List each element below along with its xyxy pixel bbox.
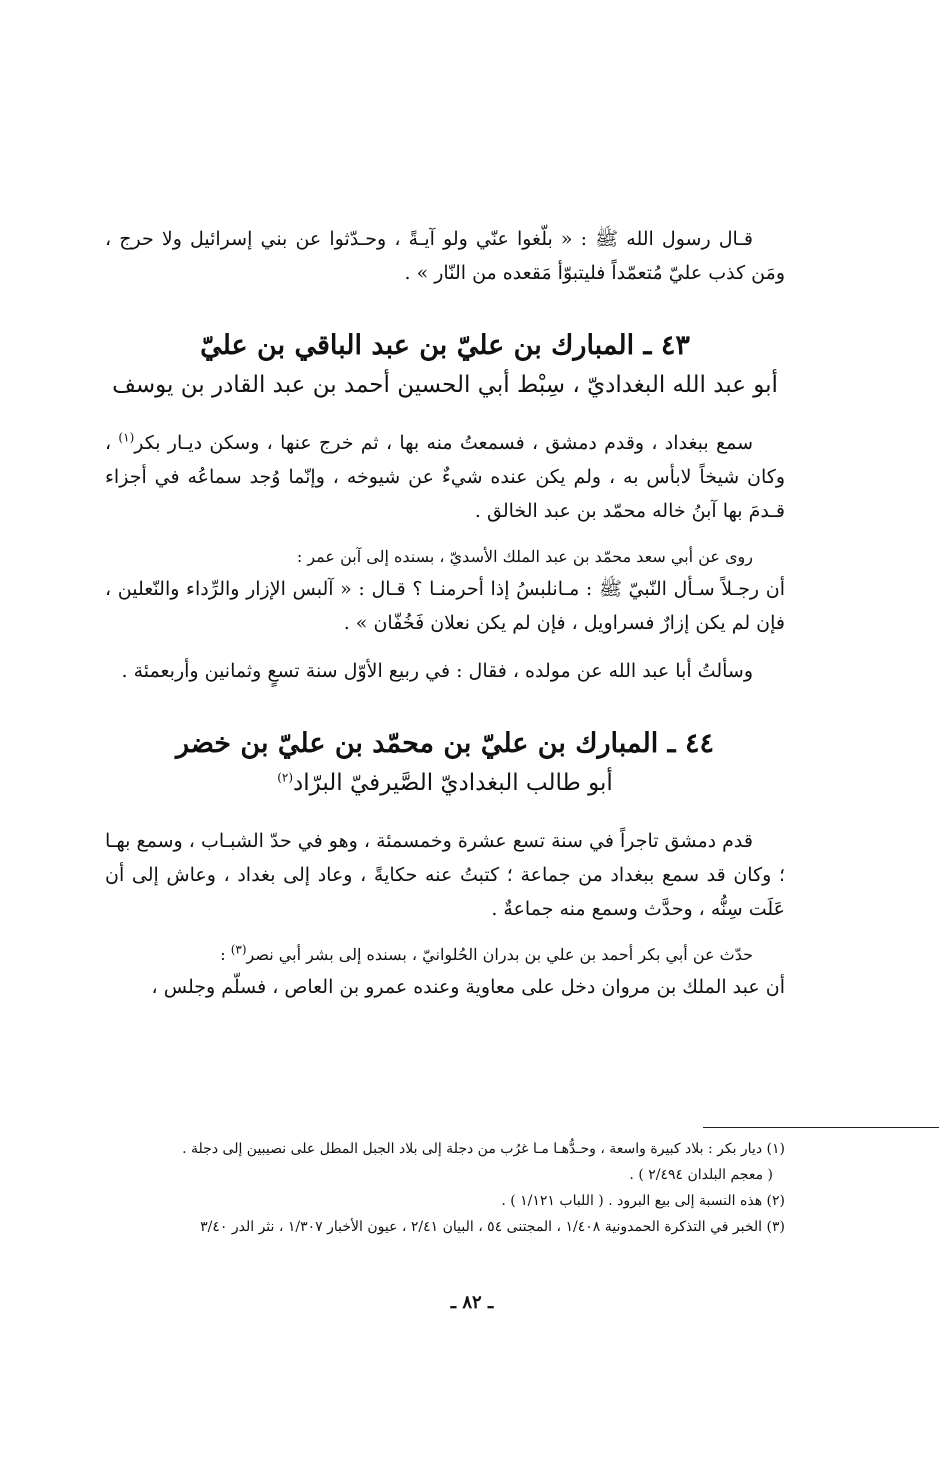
spacer <box>105 926 785 940</box>
section-44-bio: قدم دمشق تاجراً في سنة تسع عشرة وخمسمئة ، وهو في حدّ الشبـاب ، وسمع بهـا ؛ وكان قد سمع ببغداد من جماعة ؛ كتبتُ عنه حكايةً ، وعاد إلى بغداد ، وعاش إلى أن عَلَت سِنُّه ، وحدَّث وسمع منه جماعةٌ . <box>105 830 785 920</box>
section-43-heading: ٤٣ ـ المبارك بن عليّ بن عبد الباقي بن عليّ <box>200 330 690 361</box>
section-43-birth: وسألتُ أبا عبد الله عن مولده ، فقال : في ربيع الأوّل سنة تسعٍ وثمانين وأربعمئة . <box>121 660 753 682</box>
spacer <box>105 290 785 326</box>
section-44-isnad-text: حدّث عن أبي بكر أحمد بن علي بن بدران الحُلوانيّ ، بسنده إلى بشر أبي نصر <box>246 945 753 964</box>
footnote-mark-3: (٣) <box>230 942 247 957</box>
section-43-bio-part-2: ، وكان شيخاً لابأس به ، ولم يكن عنده شيءٌ عن شيوخه ، وإنّما وُجد سماعُه في أجزاء قـدمَ بها آبنُ خاله محمّد بن عبد الخالق . <box>105 432 785 522</box>
section-44-heading: ٤٤ ـ المبارك بن عليّ بن محمّد بن عليّ بن خضر <box>176 728 714 759</box>
footnote-mark-2: (٢) <box>277 770 294 785</box>
footnotes <box>105 1136 785 1240</box>
section-43-subheading: أبو عبد الله البغداديّ ، سِبْط أبي الحسين أحمد بن عبد القادر بن يوسف <box>112 372 778 398</box>
section-44-isnad-end: : <box>220 945 231 964</box>
footnote-2: (٢) هذه النسبة إلى بيع البرود . ( اللباب ١/١٢١ ) . <box>501 1193 785 1209</box>
intro-line-2: ومَن كذب عليّ مُتعمّداً فليتبوّأ مَقعده من النّار » . <box>404 262 785 284</box>
page-body <box>105 222 785 1004</box>
intro-line-1: قـال رسول الله ﷺ : « بلّغوا عنّي ولو آيـةً ، وحـدّثوا عن بني إسرائيل ولا حرج ، <box>105 228 753 250</box>
footnote-1: (١) ديار بكر : بلاد كبيرة واسعة ، وحـدُّهـا مـا غرُب من دجلة إلى بلاد الجبل المطل على نصيبين إلى دجلة . <box>182 1141 785 1157</box>
intro-paragraph <box>105 222 785 290</box>
section-43-hadith: أن رجـلاً سـأل النّبيّ ﷺ : مـانلبسُ إذا أحرمنـا ؟ قـال : « آلبس الإزار والرِّداء والنّعلين ، فإن لم يكن إزارٌ فسراويل ، فإن لم يكن نعلان فَخُفّان » . <box>105 578 785 634</box>
footnote-divider <box>703 1127 939 1128</box>
spacer <box>105 528 785 542</box>
footnote-1-continuation: ( معجم البلدان ٢/٤٩٤ ) . <box>629 1167 773 1183</box>
spacer <box>105 640 785 654</box>
page-number: ـ ٨٢ ـ <box>450 1292 494 1313</box>
section-43-bio <box>105 426 785 528</box>
section-43-bio-part-1: سمع ببغداد ، وقدم دمشق ، فسمعتُ منه بها ، ثم خرج عنها ، وسكن ديـار بكر <box>134 432 753 454</box>
section-43-isnad: روى عن أبي سعد محمّد بن عبد الملك الأسديّ ، بسنده إلى آبن عمر : <box>296 547 753 566</box>
spacer <box>105 802 785 824</box>
footnote-mark-1: (١) <box>118 430 135 445</box>
footnote-3: (٣) الخبر في التذكرة الحمدونية ١/٤٠٨ ، المجتنى ٥٤ ، البيان ٢/٤١ ، عيون الأخبار ١/٣٠٧ ، نثر الدر ٣/٤٠ <box>200 1219 785 1235</box>
section-44-isnad <box>105 940 785 970</box>
section-44-hadith: أن عبد الملك بن مروان دخل على معاوية وعنده عمرو بن العاص ، فسلّم وجلس ، <box>151 976 785 998</box>
spacer <box>105 404 785 426</box>
section-44-subheading <box>105 764 785 802</box>
spacer <box>105 688 785 724</box>
section-44-subheading-text: أبو طالب البغداديّ الصَّيرفيّ البرّاد <box>293 770 613 796</box>
